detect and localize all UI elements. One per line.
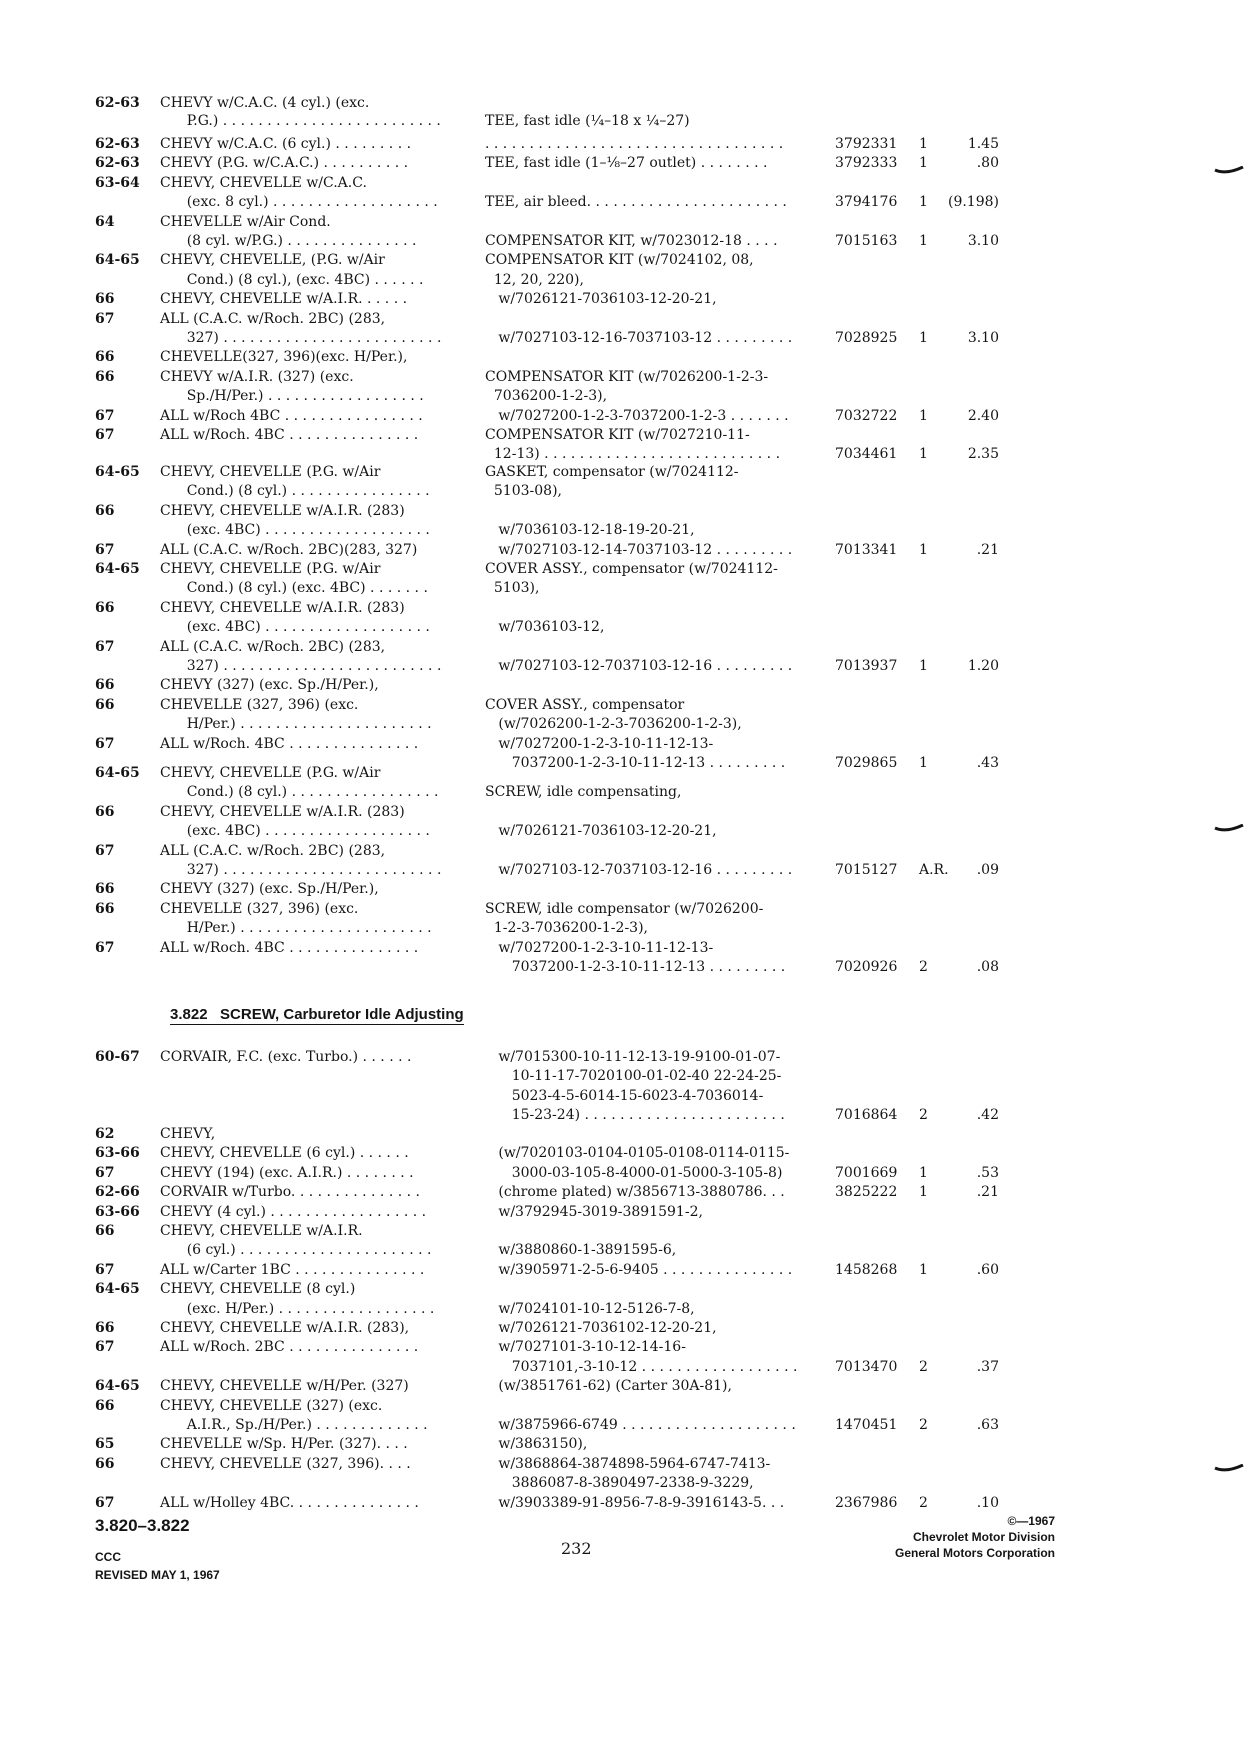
cell-desc: Cond.) (8 cyl.) (exc. 4BC) . . . . . . . [160, 580, 428, 597]
cell-yr: 66 [95, 599, 115, 616]
cell-price: .80 [976, 155, 999, 172]
cell-no: 3792333 [835, 155, 898, 172]
cell-desc: (exc. 4BC) . . . . . . . . . . . . . . . . . . . [160, 823, 430, 840]
cell-desc: H/Per.) . . . . . . . . . . . . . . . . . . . . . . [160, 920, 432, 937]
cell-part: 3000-03-105-8-4000-01-5000-3-105-8) [485, 1164, 783, 1181]
cell-desc: CHEVY w/C.A.C. (4 cyl.) (exc. [160, 95, 370, 111]
cell-yr: 66 [95, 1455, 115, 1472]
cell-qty: 1 [919, 136, 928, 152]
footer-division: Chevrolet Motor Division [912, 1530, 1055, 1544]
cell-price: .21 [976, 541, 999, 558]
cell-yr: 66 [95, 368, 115, 385]
cell-desc: ALL (C.A.C. w/Roch. 2BC) (283, [160, 310, 386, 327]
cell-yr: 62-66 [95, 1184, 140, 1201]
cell-part: COVER ASSY., compensator [485, 696, 685, 713]
cell-price: .60 [976, 1261, 999, 1278]
cell-part: 7037200-1-2-3-10-11-12-13 . . . . . . . . . [485, 959, 786, 975]
cell-part: 3886087-8-3890497-2338-9-3229, [485, 1475, 754, 1492]
cell-desc: CHEVY, CHEVELLE (P.G. w/Air [160, 765, 381, 781]
cell-desc: CHEVY, [160, 1126, 216, 1142]
cell-yr: 67 [95, 842, 115, 859]
cell-desc: Cond.) (8 cyl.) . . . . . . . . . . . . . . . . [160, 483, 430, 500]
cell-yr: 65 [95, 1436, 115, 1453]
cell-price: 1.20 [967, 658, 999, 674]
cell-part: COMPENSATOR KIT (w/7024102, 08, [485, 252, 754, 269]
cell-no: 3794176 [835, 194, 898, 211]
cell-price: .43 [976, 755, 999, 771]
cell-desc: 327) . . . . . . . . . . . . . . . . . . . . . . . . . [160, 658, 442, 674]
cell-desc: CHEVELLE w/Sp. H/Per. (327). . . . [160, 1436, 408, 1453]
cell-desc: CORVAIR w/Turbo. . . . . . . . . . . . . . . [160, 1184, 420, 1201]
cell-desc: (exc. 4BC) . . . . . . . . . . . . . . . . . . . [160, 619, 430, 636]
cell-price: .63 [976, 1417, 999, 1433]
cell-qty: 1 [919, 658, 928, 674]
cell-no: 1470451 [835, 1417, 898, 1433]
cell-no: 7029865 [835, 755, 898, 771]
cell-desc: H/Per.) . . . . . . . . . . . . . . . . . . . . . . [160, 716, 432, 733]
cell-qty: 1 [919, 755, 928, 771]
cell-yr: 67 [95, 310, 115, 327]
cell-part: TEE, fast idle (¼–18 x ¼–27) [485, 113, 690, 129]
cell-no: 7013937 [835, 658, 898, 674]
footer-corporation: General Motors Corporation [894, 1546, 1055, 1560]
cell-desc: ALL (C.A.C. w/Roch. 2BC) (283, [160, 842, 386, 859]
cell-desc: ALL w/Roch. 2BC . . . . . . . . . . . . . . . [160, 1339, 419, 1356]
cell-yr: 66 [95, 502, 115, 519]
cell-qty: 1 [919, 1164, 928, 1181]
section-heading: 3.822 SCREW, Carburetor Idle Adjusting [170, 1006, 464, 1023]
cell-qty: 2 [919, 1417, 928, 1433]
cell-desc: CHEVY, CHEVELLE, (P.G. w/Air [160, 252, 385, 269]
cell-part: (w/7026200-1-2-3-7036200-1-2-3), [485, 716, 742, 733]
cell-desc: ALL w/Carter 1BC . . . . . . . . . . . . . . . [160, 1261, 425, 1278]
cell-desc: (8 cyl. w/P.G.) . . . . . . . . . . . . . . . [160, 233, 417, 249]
cell-desc: (exc. 4BC) . . . . . . . . . . . . . . . . . . . [160, 522, 430, 539]
cell-desc: Sp./H/Per.) . . . . . . . . . . . . . . . . . . [160, 388, 424, 405]
cell-part: w/7026121-7036103-12-20-21, [485, 291, 717, 308]
cell-qty: 2 [919, 1358, 928, 1375]
cell-no: 7001669 [835, 1164, 898, 1181]
cell-desc: CHEVY, CHEVELLE (327, 396). . . . [160, 1455, 411, 1472]
cell-yr: 66 [95, 349, 115, 366]
cell-yr: 62 [95, 1126, 115, 1142]
cell-desc: 327) . . . . . . . . . . . . . . . . . . . . . . . . . [160, 330, 442, 346]
footer-code: CCC [95, 1550, 121, 1564]
cell-qty: 1 [919, 1184, 928, 1201]
cell-no: 2367986 [835, 1494, 898, 1511]
cell-price: .42 [976, 1107, 999, 1124]
cell-yr: 66 [95, 291, 115, 308]
cell-desc: CHEVY, CHEVELLE (P.G. w/Air [160, 561, 381, 577]
cell-part: w/7027103-12-14-7037103-12 . . . . . . . . . [485, 541, 793, 558]
cell-desc: ALL (C.A.C. w/Roch. 2BC) (283, [160, 638, 386, 655]
cell-part: 12, 20, 220), [485, 271, 584, 288]
cell-yr: 62-63 [95, 95, 140, 111]
cell-desc: CHEVY, CHEVELLE w/A.I.R. (283), [160, 1320, 410, 1336]
cell-part: COMPENSATOR KIT (w/7027210-11- [485, 427, 750, 443]
cell-yr: 63-66 [95, 1203, 140, 1220]
cell-price: .10 [976, 1494, 999, 1511]
cell-desc: CHEVY, CHEVELLE w/A.I.R. (283) [160, 502, 405, 519]
cell-part: 10-11-17-7020100-01-02-40 22-24-25- [485, 1068, 782, 1085]
cell-desc: CHEVELLE w/Air Cond. [160, 213, 331, 230]
cell-desc: 327) . . . . . . . . . . . . . . . . . . . . . . . . . [160, 862, 442, 878]
cell-qty: 1 [919, 330, 928, 346]
cell-desc: P.G.) . . . . . . . . . . . . . . . . . . . . . . . . . [160, 113, 441, 129]
cell-yr: 64-65 [95, 252, 140, 269]
cell-desc: CHEVY, CHEVELLE (327) (exc. [160, 1397, 383, 1414]
cell-part: w/7027200-1-2-3-10-11-12-13- [485, 735, 714, 752]
cell-yr: 66 [95, 677, 115, 694]
cell-desc: CHEVY (327) (exc. Sp./H/Per.), [160, 881, 379, 898]
cell-price: (9.198) [947, 194, 999, 211]
cell-part: 5103), [485, 580, 540, 597]
cell-no: 7013341 [835, 541, 898, 558]
cell-yr: 67 [95, 1164, 115, 1181]
cell-qty: 1 [919, 233, 928, 249]
cell-no: 7013470 [835, 1358, 898, 1375]
footer-revised: REVISED MAY 1, 1967 [95, 1568, 220, 1582]
cell-part: (w/7020103-0104-0105-0108-0114-0115- [485, 1145, 790, 1162]
cell-part: . . . . . . . . . . . . . . . . . . . . . . . . . . . . . . . . . . [485, 136, 784, 152]
cell-desc: CHEVY, CHEVELLE w/A.I.R. . . . . . [160, 291, 408, 308]
cell-yr: 66 [95, 1223, 115, 1239]
cell-desc: CHEVY, CHEVELLE w/A.I.R. (283) [160, 599, 405, 616]
binding-mark [1214, 166, 1244, 175]
cell-yr: 66 [95, 1320, 115, 1336]
cell-desc: CHEVY, CHEVELLE w/C.A.C. [160, 174, 367, 191]
cell-yr: 63-64 [95, 174, 140, 191]
cell-yr: 67 [95, 735, 115, 752]
cell-part: SCREW, idle compensating, [485, 784, 682, 801]
cell-yr: 67 [95, 1494, 115, 1511]
cell-qty: 1 [919, 194, 928, 211]
cell-desc: CHEVY w/C.A.C. (6 cyl.) . . . . . . . . . [160, 136, 412, 152]
binding-mark [1214, 824, 1244, 833]
cell-part: 7037200-1-2-3-10-11-12-13 . . . . . . . . . [485, 755, 786, 771]
cell-part: w/7015300-10-11-12-13-19-9100-01-07- [485, 1049, 781, 1065]
cell-part: 7037101,-3-10-12 . . . . . . . . . . . . . . . . . . [485, 1358, 798, 1375]
cell-price: 2.40 [967, 407, 999, 424]
cell-part: 1-2-3-7036200-1-2-3), [485, 920, 648, 937]
cell-no: 7034461 [835, 446, 898, 463]
cell-price: .09 [976, 862, 999, 878]
cell-part: w/7027103-12-7037103-12-16 . . . . . . . . . [485, 658, 793, 674]
cell-desc: CHEVY w/A.I.R. (327) (exc. [160, 368, 354, 385]
cell-no: 1458268 [835, 1261, 898, 1278]
cell-part: w/7027103-12-16-7037103-12 . . . . . . . . . [485, 330, 793, 346]
cell-desc: CHEVY (4 cyl.) . . . . . . . . . . . . . . . . . . [160, 1203, 427, 1220]
cell-price: 2.35 [967, 446, 999, 463]
cell-part: w/3868864-3874898-5964-6747-7413- [485, 1455, 771, 1472]
cell-desc: ALL (C.A.C. w/Roch. 2BC)(283, 327) [160, 541, 418, 558]
cell-qty: 1 [919, 541, 928, 558]
cell-desc: (exc. H/Per.) . . . . . . . . . . . . . . . . . . [160, 1300, 435, 1317]
cell-no: 7028925 [835, 330, 898, 346]
cell-part: COMPENSATOR KIT, w/7023012-18 . . . . [485, 233, 778, 249]
cell-no: 7032722 [835, 407, 898, 424]
cell-yr: 62-63 [95, 136, 140, 152]
cell-no: 3825222 [835, 1184, 898, 1201]
cell-desc: CHEVY, CHEVELLE (P.G. w/Air [160, 464, 381, 480]
cell-price: 3.10 [967, 330, 999, 346]
footer-range: 3.820–3.822 [95, 1516, 190, 1535]
cell-yr: 60-67 [95, 1049, 140, 1065]
cell-desc: CHEVY (327) (exc. Sp./H/Per.), [160, 677, 379, 694]
cell-yr: 64-65 [95, 765, 140, 781]
cell-yr: 64-65 [95, 1281, 140, 1298]
cell-yr: 67 [95, 1339, 115, 1356]
cell-yr: 67 [95, 407, 115, 424]
cell-yr: 62-63 [95, 155, 140, 172]
cell-yr: 67 [95, 541, 115, 558]
cell-desc: CORVAIR, F.C. (exc. Turbo.) . . . . . . [160, 1049, 412, 1065]
cell-yr: 67 [95, 427, 115, 443]
cell-part: w/7026121-7036102-12-20-21, [485, 1320, 717, 1336]
cell-part: w/7027200-1-2-3-10-11-12-13- [485, 939, 714, 956]
cell-part: 7036200-1-2-3), [485, 388, 608, 405]
footer-copyright: ©—1967 [1007, 1514, 1055, 1528]
cell-part: TEE, fast idle (1–⅛–27 outlet) . . . . . . . . [485, 155, 768, 172]
binding-mark [1214, 1464, 1244, 1473]
cell-part: w/3792945-3019-3891591-2, [485, 1203, 703, 1220]
cell-desc: CHEVY, CHEVELLE w/H/Per. (327) [160, 1378, 409, 1395]
cell-part: w/7027200-1-2-3-7037200-1-2-3 . . . . . . . [485, 407, 789, 424]
cell-part: w/7027101-3-10-12-14-16- [485, 1339, 686, 1356]
page-number: 232 [561, 1539, 592, 1558]
cell-qty: 1 [919, 407, 928, 424]
cell-no: 7016864 [835, 1107, 898, 1124]
cell-part: TEE, air bleed. . . . . . . . . . . . . . . . . . . . . . . [485, 194, 787, 211]
cell-desc: CHEVY, CHEVELLE w/A.I.R. [160, 1223, 363, 1239]
cell-desc: CHEVELLE (327, 396) (exc. [160, 900, 359, 917]
cell-yr: 67 [95, 1261, 115, 1278]
cell-yr: 66 [95, 803, 115, 820]
cell-part: 5103-08), [485, 483, 562, 500]
cell-part: 12-13) . . . . . . . . . . . . . . . . . . . . . . . . . . . [485, 446, 781, 463]
cell-desc: CHEVY, CHEVELLE w/A.I.R. (283) [160, 803, 405, 820]
cell-desc: (6 cyl.) . . . . . . . . . . . . . . . . . . . . . . [160, 1242, 432, 1259]
cell-yr: 64-65 [95, 464, 140, 480]
cell-part: 5023-4-5-6014-15-6023-4-7036014- [485, 1087, 764, 1104]
cell-part: GASKET, compensator (w/7024112- [485, 464, 739, 480]
cell-price: 3.10 [967, 233, 999, 249]
cell-part: w/3903389-91-8956-7-8-9-3916143-5. . . [485, 1494, 785, 1511]
cell-qty: 1 [919, 155, 928, 172]
cell-desc: ALL w/Roch. 4BC . . . . . . . . . . . . . . . [160, 735, 419, 752]
cell-part: w/7036103-12-18-19-20-21, [485, 522, 695, 539]
cell-price: .37 [976, 1358, 999, 1375]
cell-desc: CHEVELLE (327, 396) (exc. [160, 696, 359, 713]
cell-desc: ALL w/Holley 4BC. . . . . . . . . . . . . . . [160, 1494, 419, 1511]
cell-price: .08 [976, 959, 999, 975]
cell-qty: 2 [919, 1494, 928, 1511]
cell-yr: 67 [95, 638, 115, 655]
cell-yr: 66 [95, 1397, 115, 1414]
cell-desc: A.I.R., Sp./H/Per.) . . . . . . . . . . . . . [160, 1417, 428, 1433]
cell-no: 7015163 [835, 233, 898, 249]
cell-yr: 66 [95, 696, 115, 713]
cell-yr: 66 [95, 881, 115, 898]
cell-desc: Cond.) (8 cyl.) . . . . . . . . . . . . . . . . . [160, 784, 439, 801]
cell-price: 1.45 [967, 136, 999, 152]
cell-yr: 64-65 [95, 1378, 140, 1395]
cell-desc: CHEVY (P.G. w/C.A.C.) . . . . . . . . . . [160, 155, 409, 172]
cell-part: COVER ASSY., compensator (w/7024112- [485, 561, 778, 577]
cell-yr: 66 [95, 900, 115, 917]
cell-desc: ALL w/Roch. 4BC . . . . . . . . . . . . . . . [160, 427, 419, 443]
cell-yr: 63-66 [95, 1145, 140, 1162]
cell-qty: 1 [919, 1261, 928, 1278]
cell-part: 15-23-24) . . . . . . . . . . . . . . . . . . . . . . . [485, 1107, 785, 1124]
cell-no: 7020926 [835, 959, 898, 975]
cell-qty: A.R. [919, 862, 949, 878]
cell-part: w/3875966-6749 . . . . . . . . . . . . . . . . . . . . [485, 1417, 796, 1433]
cell-part: w/7036103-12, [485, 619, 605, 636]
cell-desc: CHEVY (194) (exc. A.I.R.) . . . . . . . . [160, 1164, 414, 1181]
cell-qty: 2 [919, 1107, 928, 1124]
cell-part: w/3880860-1-3891595-6, [485, 1242, 677, 1259]
cell-desc: CHEVY, CHEVELLE (8 cyl.) [160, 1281, 356, 1298]
cell-desc: Cond.) (8 cyl.), (exc. 4BC) . . . . . . [160, 271, 424, 288]
cell-part: (chrome plated) w/3856713-3880786. . . [485, 1184, 785, 1201]
cell-price: .53 [976, 1164, 999, 1181]
cell-desc: CHEVY, CHEVELLE (6 cyl.) . . . . . . [160, 1145, 409, 1162]
cell-qty: 2 [919, 959, 928, 975]
cell-part: SCREW, idle compensator (w/7026200- [485, 900, 764, 917]
cell-part: w/7024101-10-12-5126-7-8, [485, 1300, 695, 1317]
cell-yr: 67 [95, 939, 115, 956]
cell-yr: 64-65 [95, 561, 140, 577]
cell-qty: 1 [919, 446, 928, 463]
cell-part: w/3905971-2-5-6-9405 . . . . . . . . . . . . . . . [485, 1261, 793, 1278]
cell-no: 3792331 [835, 136, 898, 152]
cell-part: w/3863150), [485, 1436, 588, 1453]
cell-part: (w/3851761-62) (Carter 30A-81), [485, 1378, 732, 1395]
cell-no: 7015127 [835, 862, 898, 878]
cell-part: w/7026121-7036103-12-20-21, [485, 823, 717, 840]
cell-yr: 64 [95, 213, 115, 230]
cell-price: .21 [976, 1184, 999, 1201]
cell-desc: ALL w/Roch 4BC . . . . . . . . . . . . . . . . [160, 407, 423, 424]
cell-part: w/7027103-12-7037103-12-16 . . . . . . . . . [485, 862, 793, 878]
cell-desc: ALL w/Roch. 4BC . . . . . . . . . . . . . . . [160, 939, 419, 956]
cell-desc: (exc. 8 cyl.) . . . . . . . . . . . . . . . . . . . [160, 194, 438, 211]
cell-desc: CHEVELLE(327, 396)(exc. H/Per.), [160, 349, 408, 366]
cell-part: COMPENSATOR KIT (w/7026200-1-2-3- [485, 368, 769, 385]
